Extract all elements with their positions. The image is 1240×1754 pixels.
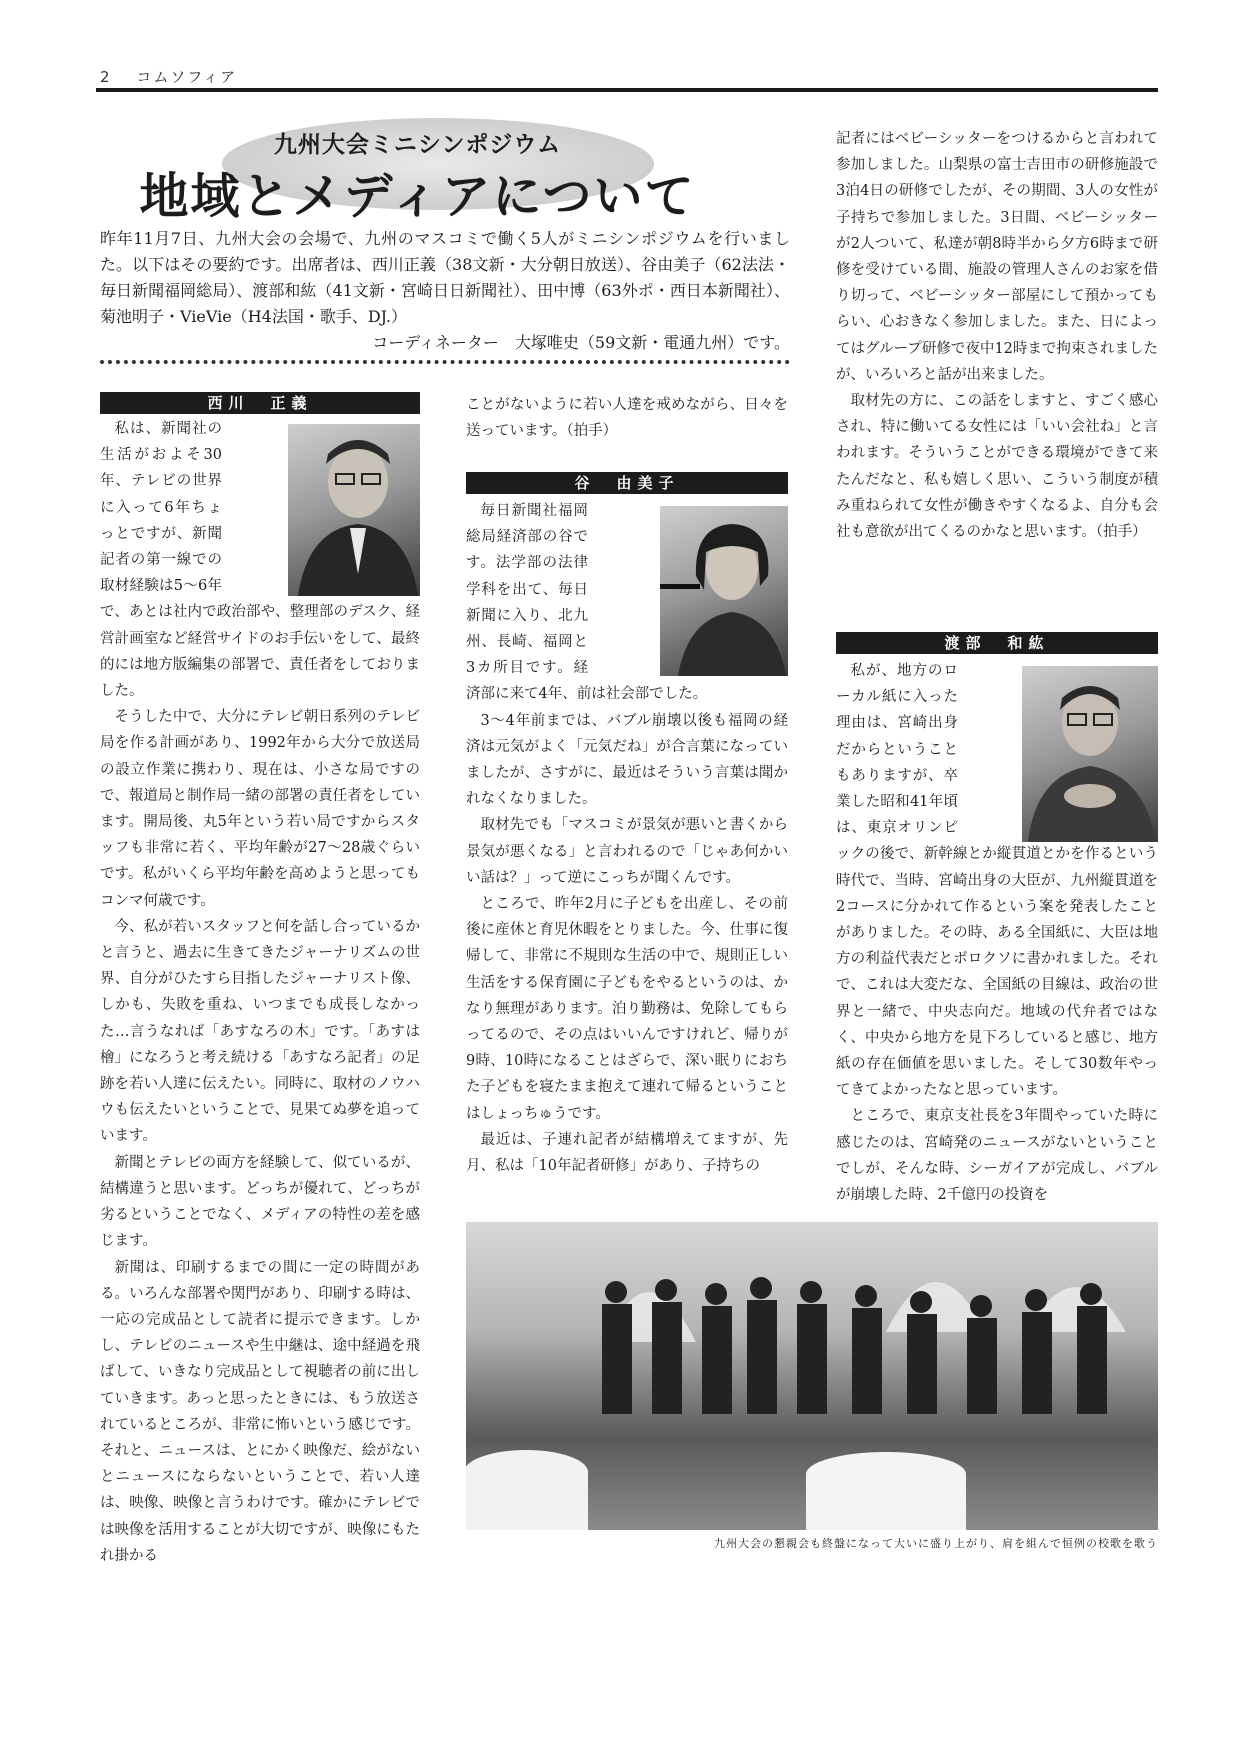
watanabe-paragraph: ところで、東京支社長を3年間やっていた時に感じたのは、宮崎発のニュースがないということでしが、そんな時、シーガイアが完成し、バブルが崩壊した時、2千億円の投資を xyxy=(836,1108,1158,1204)
float-spacer xyxy=(588,498,788,678)
dotted-divider xyxy=(100,360,790,364)
intro-section xyxy=(100,226,790,356)
column-2-continuation xyxy=(466,392,788,444)
tani-paragraph: ところで、昨年2月に子どもを出産し、その前後に産休と育児休暇をとりました。今、仕事に復帰して、非常に不規則な生活の中で、規則正しい生活をする保育園に子どもをやるというのは、かなり無理があります。泊り勤務は、免除してもらってるので、その点はいいんですけれど、帰りが9時、10時になることはざらで、深い眠りにおちた子どもを寝たまま抱えて連れて帰るということはしょっちゅうです。 xyxy=(466,896,788,1122)
speaker-banner-tani: 谷 由美子 xyxy=(466,472,788,494)
header-rule xyxy=(96,88,1158,92)
nishikawa-paragraph: 今、私が若いスタッフと何を話し合っているかと言うと、過去に生きてきたジャーナリズムの世界、自分がひたすら目指したジャーナリスト像、しかも、失敗を重ね、いつまでも成長しなかった…言うなれば「あすなろの木」です。「あすは檜」になろうと考え続ける「あすなろ記者」の足跡を若い人達に伝えたい。同時に、取材のノウハウも伝えたいということで、見果てぬ夢を追っています。 xyxy=(100,918,420,1145)
group-photo-scene xyxy=(466,1222,1158,1530)
intro-paragraph: 昨年11月7日、九州大会の会場で、九州のマスコミで働く5人がミニシンポジウムを行いました。以下はその要約です。出席者は、西川正義（38文新・大分朝日放送）、谷由美子（62法法・毎日新聞福岡総局）、渡部和紘（41文新・宮崎日日新聞社）、田中博（63外ポ・西日本新聞社）、菊池明子・VieVie（H4法国・歌手、DJ.） xyxy=(100,229,790,326)
column-2-text xyxy=(466,498,788,1179)
nishikawa-paragraph: そうした中で、大分にテレビ朝日系列のテレビ局を作る計画があり、1992年から大分で放送局の設立作業に携わり、現在は、小さな局ですので、報道局と制作局一緒の部署の責任者をしています。開局後、丸5年という若い局ですからスタッフも非常に若く、平均年齢が27〜28歳ぐらいです。私がいくら平均年齢を高めようと思ってもコンマ何歳です。 xyxy=(100,709,420,909)
tani-paragraph: 取材先でも「マスコミが景気が悪いと書くから景気が悪くなる」と言われるので「じゃあ何かいい話は？」って逆にこっちが聞くんです。 xyxy=(466,817,788,886)
page-number: 2 xyxy=(100,68,112,86)
group-photo xyxy=(466,1222,1158,1530)
tani-paragraph: 最近は、子連れ記者が結構増えてますが、先月、私は「10年記者研修」があり、子持ちの xyxy=(466,1131,788,1175)
article-title: 地域とメディアについて xyxy=(139,167,696,225)
photo-caption: 九州大会の懇親会も終盤になって大いに盛り上がり、肩を組んで恒例の校歌を歌う xyxy=(714,1537,1158,1550)
intro-coordinator: コーディネーター 大塚唯史（59文新・電通九州）です。 xyxy=(372,333,790,352)
tani-paragraph: 毎日新聞社福岡総局経済部の谷です。法学部の法律学科を出て、毎日新聞に入り、北九州、長崎、福岡と3カ所目です。経済部に来て4年、前は社会部でした。 xyxy=(466,503,708,703)
speaker-banner-watanabe: 渡部 和紘 xyxy=(836,632,1158,654)
speaker-banner-nishikawa: 西川 正義 xyxy=(100,392,420,414)
float-spacer xyxy=(958,658,1158,840)
nishikawa-continued: ことがないように若い人達を戒めながら、日々を送っています。（拍手） xyxy=(466,397,788,440)
column-3-text-bottom xyxy=(836,658,1158,1208)
tani-paragraph: 3〜4年前までは、バブル崩壊以後も福岡の経済は元気がよく「元気だね」が合言葉になっていましたが、さすがに、最近はそういう言葉は聞かれなくなりました。 xyxy=(466,712,788,808)
watanabe-paragraph: 私が、地方のローカル紙に入った理由は、宮崎出身だからということもありますが、卒業した昭和41年頃は、東京オリンピックの後で、新幹線とか縦貫道とかを作るという時代で、当時、宮崎出身の大臣が、九州縦貫道を2コースに分かれて作るという案を発表したことがありました。その時、ある全国紙に、大臣は地方の利益代表だとボロクソに書かれました。それで、これは大変だな、全国紙の目線は、政治の世界と一緒で、中央志向だ。地域の代弁者ではなく、中央から地方を見下ろしていると感じ、地方紙の存在価値を思いました。そして30数年やってきてよかったなと思っています。 xyxy=(836,663,1158,1099)
page-header xyxy=(100,66,237,87)
tani-continued: 記者にはベビーシッターをつけるからと言われて参加しました。山梨県の富士吉田市の研修施設で3泊4日の研修でしたが、その期間、3人の女性が子持ちで参加しました。3日間、ベビーシッターが2人ついて、私達が朝8時半から夕方6時まで研修を受けている間、施設の管理人さんのお家を借り切って、ベビーシッター部屋にして預かってもらい、心おきなく参加しました。また、日によってはグループ研修で夜中12時まで拘束されましたが、いろいろと話が出来ました。 xyxy=(836,131,1158,383)
publication-name: コムソフィア xyxy=(136,68,238,86)
nishikawa-paragraph: 新聞とテレビの両方を経験して、似ているが、結構違うと思います。どっちが優れて、どっちが劣るということでなく、メディアの特性の差を感じます。 xyxy=(100,1154,420,1250)
article-subtitle: 九州大会ミニシンポジウム xyxy=(273,132,562,158)
column-3-text-top xyxy=(836,126,1158,545)
nishikawa-paragraph: 私は、新聞社の生活がおよそ30年、テレビの世界に入って6年ちょっとですが、新聞記者の第一線での取材経験は5〜6年で、あとは社内で政治部や、整理部のデスク、経営計画室など経営サイドのお手伝いをして、最終的には地方版編集の部署で、責任者をしておりました。 xyxy=(100,421,420,700)
column-1-text xyxy=(100,416,420,1569)
nishikawa-paragraph: 新聞は、印刷するまでの間に一定の時間がある。いろんな部署や関門があり、印刷する時は、一応の完成品として読者に提示できます。しかし、テレビのニュースや生中継は、途中経過を飛ばして、いきなり完成品として視聴者の前に出していきます。あっと思ったときには、もう放送されているところが、非常に怖いという感じです。それと、ニュースは、とにかく映像だ、絵がないとニュースにならないということで、若い人達は、映像、映像と言うわけです。確かにテレビでは映像を活用することが大切ですが、映像にもたれ掛かる xyxy=(100,1259,420,1564)
float-spacer xyxy=(222,416,420,592)
tani-continued: 取材先の方に、この話をしますと、すごく感心され、特に働いてる女性には「いい会社ね」と言われます。そういうことができる環境ができて来たんだなと、私も嬉しく思い、こういう制度が積み重ねられて女性が働きやすくなるよ、自分も会社も意欲が出てくるのかなと思います。（拍手） xyxy=(836,393,1158,541)
